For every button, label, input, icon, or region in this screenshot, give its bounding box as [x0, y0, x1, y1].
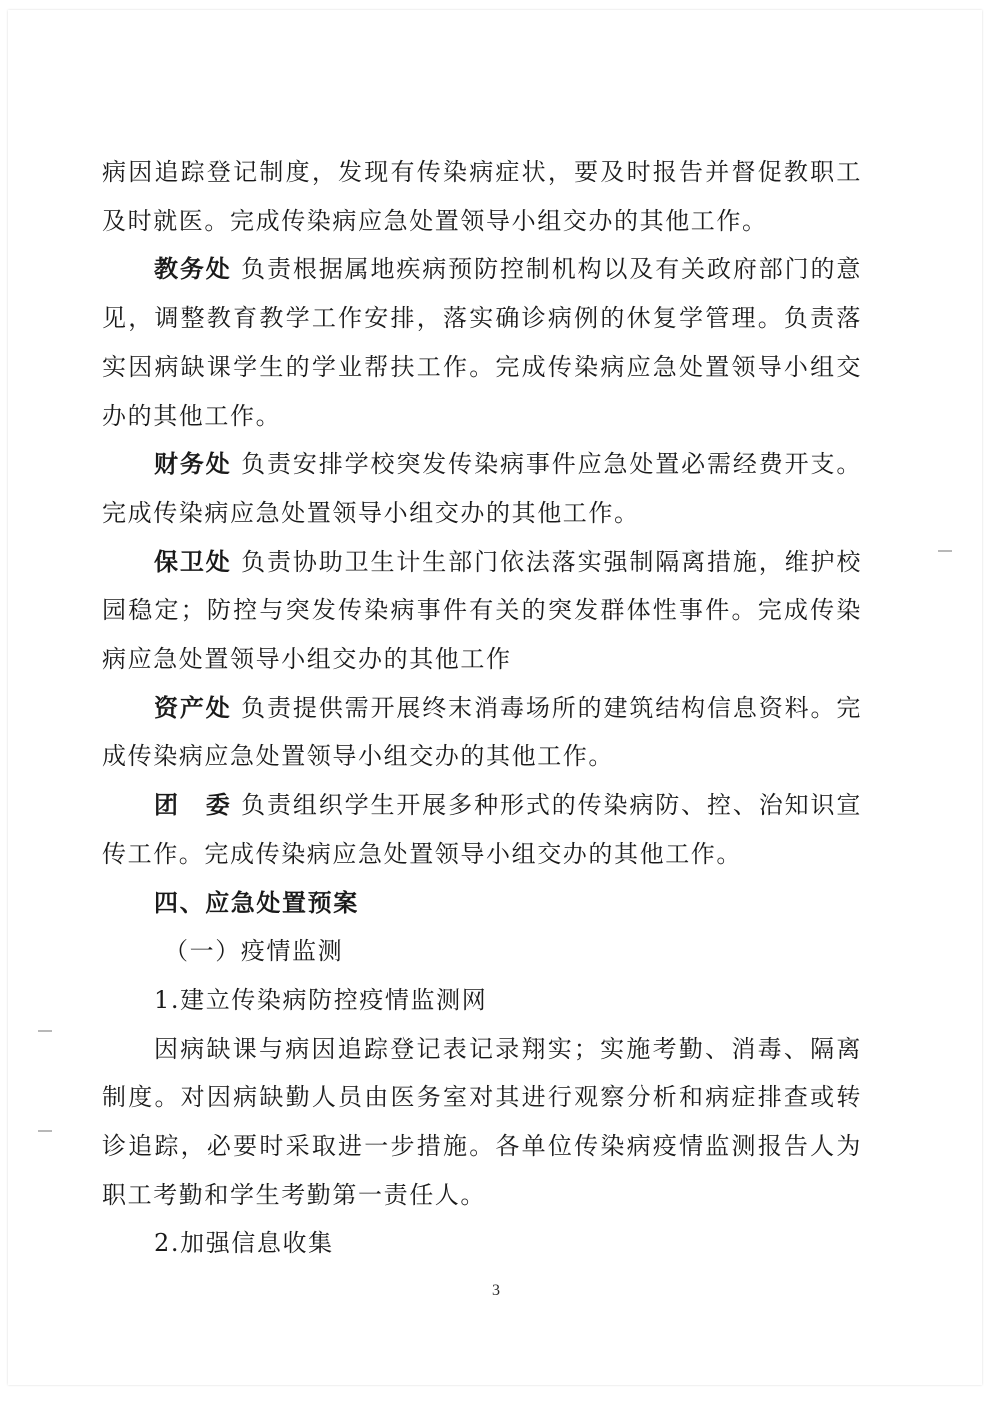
subsection-heading: （一）疫情监测 — [164, 937, 344, 966]
paragraph-text: 病因追踪登记制度，发现有传染病症状，要及时报告并督促教职工及时就医。完成传染病应急处置领导小组交办的其他工作。 — [102, 158, 862, 235]
paragraph-text: 负责协助卫生计生部门依法落实强制隔离措施，维护校园稳定；防控与突发传染病事件有关的突发群体性事件。完成传染病应急处置领导小组交办的其他工作 — [102, 547, 862, 674]
item-text: 因病缺课与病因追踪登记表记录翔实；实施考勤、消毒、隔离制度。对因病缺勤人员由医务室对其进行观察分析和病症排查或转诊追踪，必要时采取进一步措施。各单位传染病疫情监测报告人为职工考勤和学生考勤第一责任人。 — [102, 1034, 862, 1209]
paragraph-security — [102, 538, 862, 684]
paragraph-text: 负责组织学生开展多种形式的传染病防、控、治知识宣传工作。完成传染病应急处置领导小组交办的其他工作。 — [102, 791, 862, 868]
paragraph-text: 负责根据属地疾病预防控制机构以及有关政府部门的意见，调整教育教学工作安排，落实确诊病例的休复学管理。负责落实因病缺课学生的学业帮扶工作。完成传染病应急处置领导小组交办的其他工作。 — [102, 255, 862, 430]
paragraph-title: 资产处 — [154, 693, 232, 722]
item-title: 2.加强信息收集 — [154, 1229, 334, 1258]
item-title: 1.建立传染病防控疫情监测网 — [154, 985, 488, 1014]
paragraph-youth-league — [102, 781, 862, 878]
paragraph-text: 负责提供需开展终末消毒场所的建筑结构信息资料。完成传染病应急处置领导小组交办的其他工作。 — [102, 693, 862, 771]
paragraph-continuation — [102, 148, 862, 245]
paragraph-title: 财务处 — [154, 450, 232, 479]
section-heading: 四、应急处置预案 — [154, 888, 359, 917]
paragraph-academic-affairs — [102, 245, 862, 440]
scan-artifact — [38, 1130, 52, 1132]
scan-artifact — [38, 1030, 52, 1032]
paragraph-assets — [102, 684, 862, 781]
page-number: 3 — [492, 1282, 500, 1299]
paragraph-text: 负责安排学校突发传染病事件应急处置必需经费开支。完成传染病应急处置领导小组交办的其他工作。 — [102, 450, 862, 527]
paragraph-finance — [102, 440, 862, 537]
paragraph-title: 教务处 — [154, 255, 232, 284]
paragraph-title: 团 委 — [154, 791, 232, 820]
paragraph-title: 保卫处 — [154, 547, 232, 576]
scan-artifact — [938, 550, 952, 552]
document-body — [102, 148, 862, 1268]
